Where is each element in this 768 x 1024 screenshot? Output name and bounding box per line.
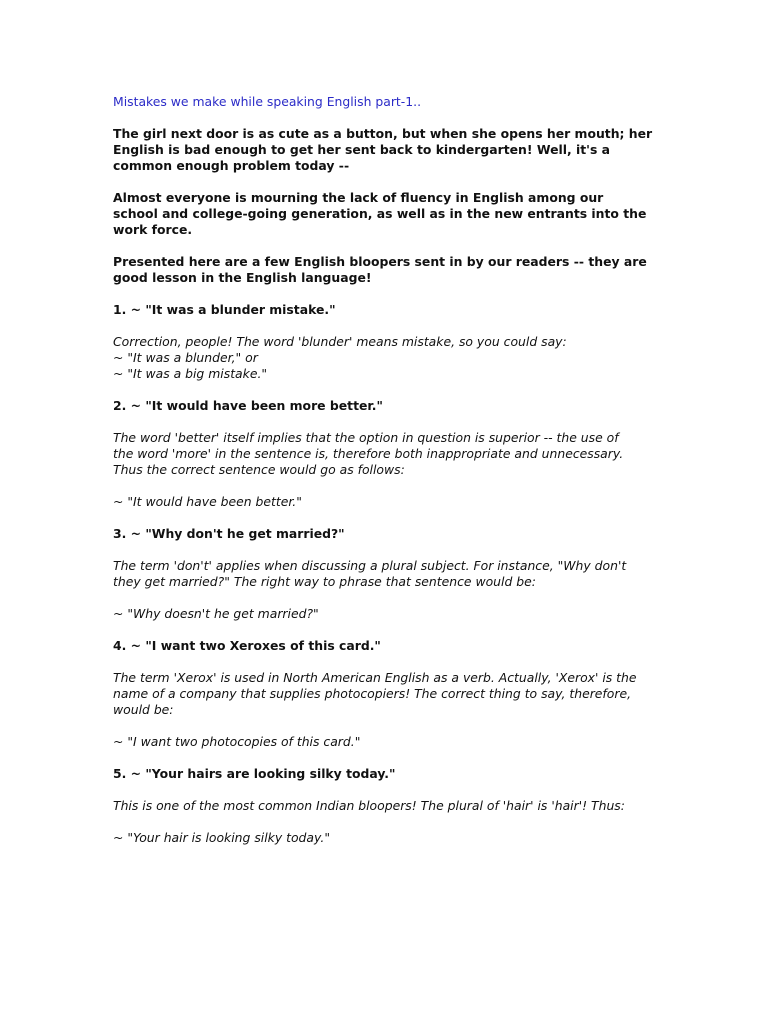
- text-line: ~ "It was a blunder," or: [113, 350, 258, 365]
- mistake-explanation-1: [113, 334, 658, 382]
- mistake-correction-3: ~ "Why doesn't he get married?": [113, 606, 319, 621]
- text-line: Correction, people! The word 'blunder' means mistake, so you could say:: [113, 334, 567, 349]
- text-line: common enough problem today --: [113, 158, 350, 173]
- mistake-explanation-4: [113, 670, 658, 718]
- text-line: This is one of the most common Indian bloopers! The plural of 'hair' is 'hair'! Thus:: [113, 798, 625, 813]
- text-line: Thus the correct sentence would go as follows:: [113, 462, 405, 477]
- intro-paragraph-2: [113, 190, 658, 238]
- mistake-heading-3: 3. ~ "Why don't he get married?": [113, 526, 345, 541]
- text-line: The word 'better' itself implies that the option in question is superior -- the use of: [113, 430, 619, 445]
- mistake-explanation-2: [113, 430, 658, 478]
- intro-paragraph-1: [113, 126, 658, 174]
- text-line: The girl next door is as cute as a button, but when she opens her mouth; her: [113, 126, 653, 141]
- mistake-heading-1: 1. ~ "It was a blunder mistake.": [113, 302, 336, 317]
- mistake-heading-4: 4. ~ "I want two Xeroxes of this card.": [113, 638, 381, 653]
- text-line: work force.: [113, 222, 193, 237]
- text-line: would be:: [113, 702, 174, 717]
- text-line: English is bad enough to get her sent back to kindergarten! Well, it's a: [113, 142, 610, 157]
- document-body: [113, 94, 658, 846]
- text-line: school and college-going generation, as well as in the new entrants into the: [113, 206, 647, 221]
- text-line: they get married?" The right way to phrase that sentence would be:: [113, 574, 536, 589]
- text-line: ~ "It was a big mistake.": [113, 366, 268, 381]
- text-line: the word 'more' in the sentence is, therefore both inappropriate and unnecessary.: [113, 446, 624, 461]
- mistake-explanation-5: [113, 798, 658, 814]
- mistake-heading-5: 5. ~ "Your hairs are looking silky today.": [113, 766, 396, 781]
- text-line: The term 'Xerox' is used in North American English as a verb. Actually, 'Xerox' is the: [113, 670, 637, 685]
- mistake-correction-2: ~ "It would have been better.": [113, 494, 302, 509]
- mistake-correction-5: ~ "Your hair is looking silky today.": [113, 830, 331, 845]
- text-line: The term 'don't' applies when discussing a plural subject. For instance, "Why don't: [113, 558, 627, 573]
- mistake-heading-2: 2. ~ "It would have been more better.": [113, 398, 383, 413]
- text-line: good lesson in the English language!: [113, 270, 372, 285]
- mistake-explanation-3: [113, 558, 658, 590]
- text-line: Presented here are a few English bloopers sent in by our readers -- they are: [113, 254, 647, 269]
- mistake-correction-4: ~ "I want two photocopies of this card.": [113, 734, 361, 749]
- intro-paragraph-3: [113, 254, 658, 286]
- text-line: name of a company that supplies photocopiers! The correct thing to say, therefore,: [113, 686, 632, 701]
- text-line: Almost everyone is mourning the lack of fluency in English among our: [113, 190, 604, 205]
- document-title: Mistakes we make while speaking English part-1..: [113, 94, 422, 109]
